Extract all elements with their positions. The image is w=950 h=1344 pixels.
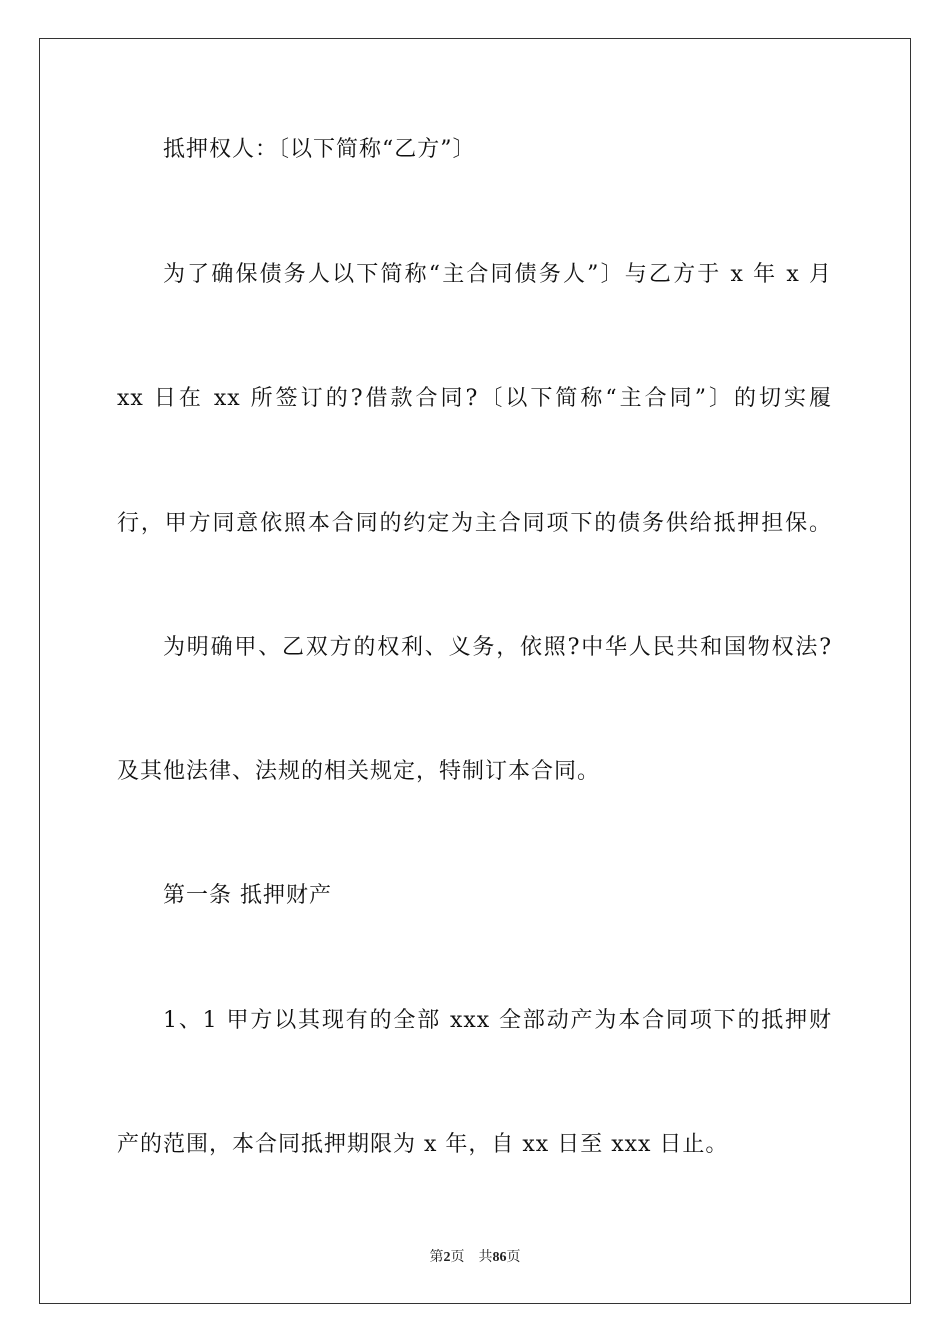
- footer-page-suffix: 页: [450, 1250, 465, 1265]
- footer-page-prefix: 第: [429, 1250, 444, 1265]
- paragraph-1-line-1: 为了确保债务人以下简称“主合同债务人”〕与乙方于 x 年 x 月: [163, 262, 832, 287]
- page-footer: [0, 1246, 950, 1266]
- clause-1-1-line-2: 产的范围，本合同抵押期限为 x 年，自 xx 日至 xxx 日止。: [117, 1132, 729, 1157]
- paragraph-1-line-3: 行，甲方同意依照本合同的约定为主合同项下的债务供给抵押担保。: [117, 511, 832, 536]
- page-border: [39, 38, 911, 1304]
- clause-1-1-line-1: 1、1 甲方以其现有的全部 xxx 全部动产为本合同项下的抵押财: [163, 1008, 832, 1033]
- footer-total-prefix: 共: [478, 1250, 493, 1265]
- footer-page-number: 2: [443, 1250, 451, 1265]
- paragraph-2-line-2: 及其他法律、法规的相关规定，特制订本合同。: [117, 759, 601, 784]
- mortgagee-line: 抵押权人：〔以下简称“乙方”〕: [163, 137, 476, 162]
- article-1-heading: 第一条 抵押财产: [163, 883, 332, 908]
- footer-total-pages: 86: [492, 1250, 507, 1265]
- paragraph-1-line-2: xx 日在 xx 所签订的?借款合同?〔以下简称“主合同”〕的切实履: [117, 386, 832, 411]
- paragraph-2-line-1: 为明确甲、乙双方的权利、义务，依照?中华人民共和国物权法?: [163, 635, 832, 660]
- footer-total-suffix: 页: [506, 1250, 521, 1265]
